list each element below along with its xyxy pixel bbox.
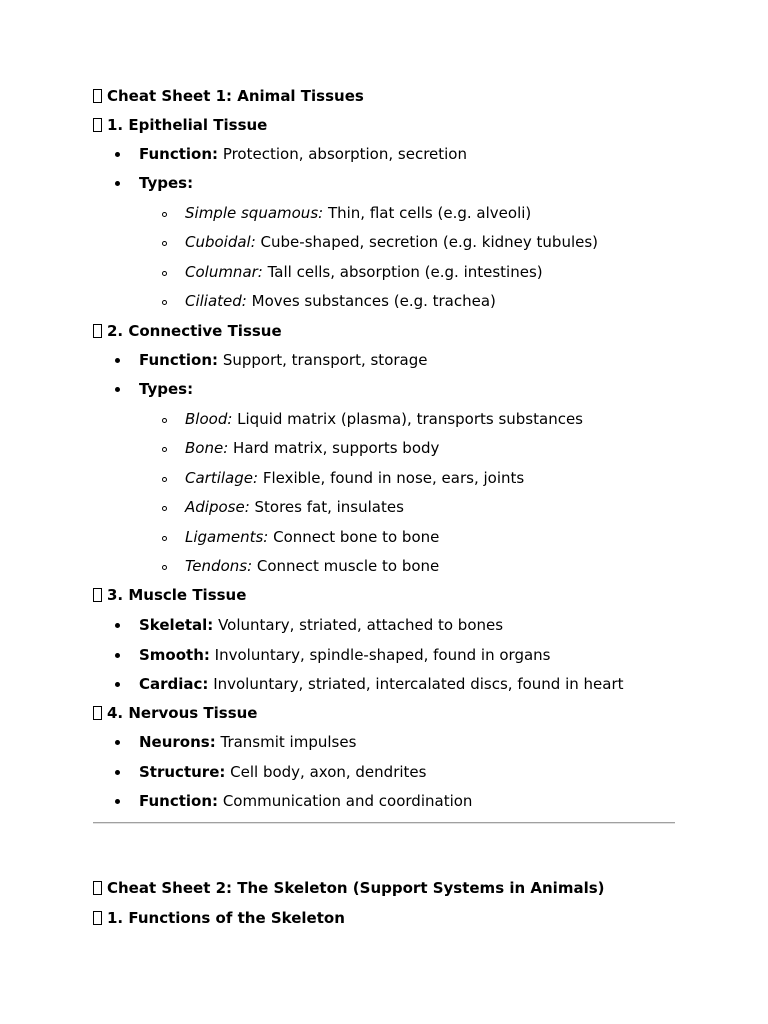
bullet-icon — [115, 181, 120, 186]
bullet-icon — [115, 152, 120, 157]
bullet-icon — [115, 682, 120, 687]
section-divider — [93, 822, 675, 824]
bullet-icon — [115, 770, 120, 775]
box-icon — [93, 911, 102, 925]
hollow-bullet-icon — [162, 506, 167, 511]
hollow-bullet-icon — [162, 271, 167, 276]
hollow-bullet-icon — [162, 477, 167, 482]
sheet1-title: Cheat Sheet 1: Animal Tissues — [93, 87, 364, 105]
box-icon — [93, 588, 102, 602]
bullet-icon — [115, 358, 120, 363]
section-heading-skeleton-functions: 1. Functions of the Skeleton — [93, 909, 345, 927]
bullet-icon — [115, 387, 120, 392]
sheet2-title: Cheat Sheet 2: The Skeleton (Support Systems in Animals) — [93, 879, 605, 897]
hollow-bullet-icon — [162, 447, 167, 452]
hollow-bullet-icon — [162, 565, 167, 570]
hollow-bullet-icon — [162, 536, 167, 541]
section-heading-connective: 2. Connective Tissue — [93, 322, 282, 340]
bullet-icon — [115, 799, 120, 804]
hollow-bullet-icon — [162, 300, 167, 305]
hollow-bullet-icon — [162, 212, 167, 217]
bullet-icon — [115, 653, 120, 658]
bullet-icon — [115, 623, 120, 628]
box-icon — [93, 89, 102, 103]
hollow-bullet-icon — [162, 418, 167, 423]
section-heading-nervous: 4. Nervous Tissue — [93, 704, 257, 722]
section-heading-muscle: 3. Muscle Tissue — [93, 586, 246, 604]
box-icon — [93, 706, 102, 720]
box-icon — [93, 881, 102, 895]
box-icon — [93, 324, 102, 338]
bullet-icon — [115, 740, 120, 745]
hollow-bullet-icon — [162, 241, 167, 246]
box-icon — [93, 118, 102, 132]
section-heading-epithelial: 1. Epithelial Tissue — [93, 116, 267, 134]
